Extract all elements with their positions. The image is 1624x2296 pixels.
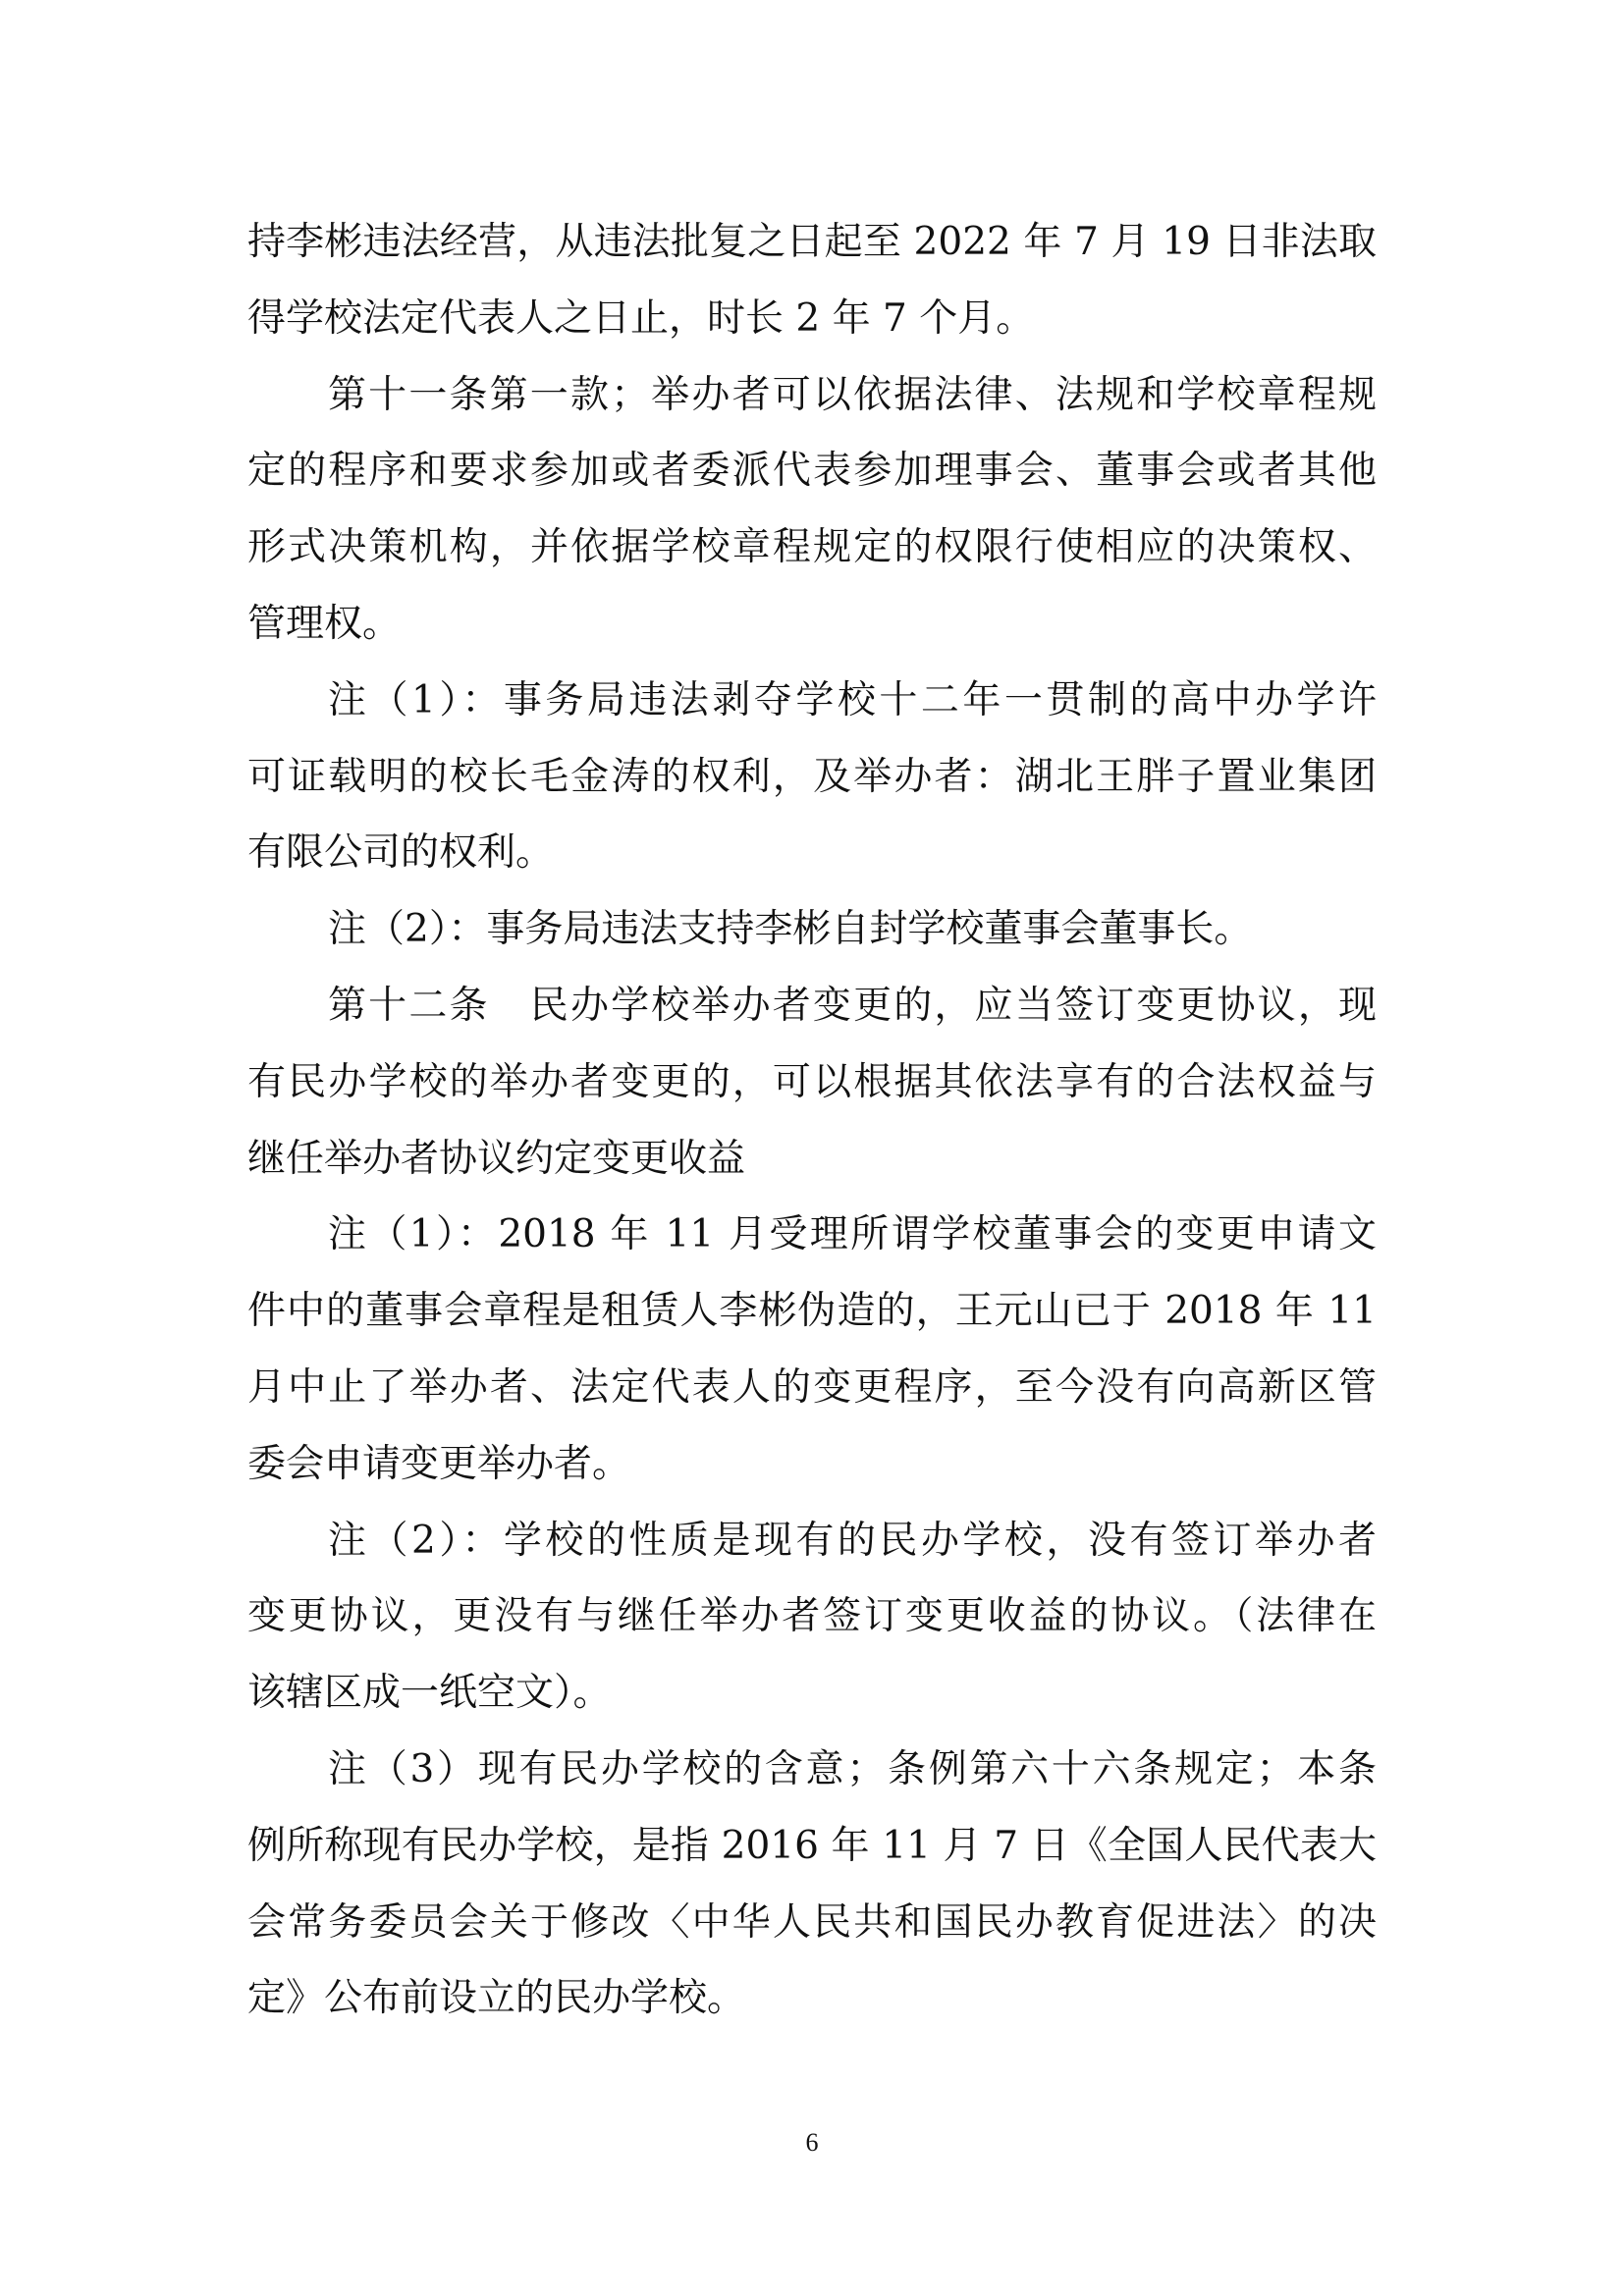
text-line: 注（2）：学校的性质是现有的民办学校，没有签订举办者 (328, 1518, 1377, 1563)
text-line: 定的程序和要求参加或者委派代表参加理事会、董事会或者其他 (247, 449, 1377, 494)
text-line: 可证载明的校长毛金涛的权利，及举办者：湖北王胖子置业集团 (247, 754, 1377, 799)
text-line: 委会申请变更举办者。 (247, 1441, 631, 1486)
text-line: 注（1）：2018 年 11 月受理所谓学校董事会的变更申请文 (328, 1212, 1377, 1257)
text-line: 注（1）：事务局违法剥夺学校十二年一贯制的高中办学许 (328, 677, 1377, 722)
text-line: 管理权。 (247, 601, 402, 646)
text-line: 会常务委员会关于修改〈中华人民共和国民办教育促进法〉的决 (247, 1899, 1377, 1945)
body-text (247, 214, 1377, 2047)
paragraph (247, 214, 1377, 367)
text-line: 有民办学校的举办者变更的，可以根据其依法享有的合法权益与 (247, 1059, 1377, 1104)
text-line: 注（2）：事务局违法支持李彬自封学校董事会董事长。 (328, 907, 1253, 952)
text-line: 例所称现有民办学校，是指 2016 年 11 月 7 日《全国人民代表大 (247, 1823, 1377, 1868)
text-line: 件中的董事会章程是租赁人李彬伪造的，王元山已于 2018 年 11 (247, 1289, 1377, 1334)
text-line: 变更协议，更没有与继任举办者签订变更收益的协议。（法律在 (247, 1594, 1377, 1639)
paragraph-article-12 (247, 978, 1377, 1206)
paragraph-note (247, 1206, 1377, 1512)
text-line: 第十一条第一款；举办者可以依据法律、法规和学校章程规 (328, 372, 1377, 417)
text-line: 得学校法定代表人之日止，时长 2 年 7 个月。 (247, 295, 1035, 341)
paragraph-note (247, 1513, 1377, 1741)
paragraph-note (247, 1741, 1377, 2047)
text-line: 继任举办者协议约定变更收益 (247, 1136, 746, 1181)
paragraph-article-11 (247, 367, 1377, 672)
text-line: 该辖区成一纸空文）。 (247, 1671, 612, 1716)
text-line: 月中止了举办者、法定代表人的变更程序，至今没有向高新区管 (247, 1364, 1377, 1410)
text-line: 有限公司的权利。 (247, 830, 555, 876)
text-line: 定》公布前设立的民办学校。 (247, 1976, 746, 2021)
paragraph-note (247, 901, 1377, 978)
page-number: 6 (805, 2128, 819, 2157)
text-line: 形式决策机构，并依据学校章程规定的权限行使相应的决策权、 (247, 525, 1377, 570)
text-line: 持李彬违法经营，从违法批复之日起至 2022 年 7 月 19 日非法取 (247, 220, 1377, 264)
text-line: 注（3）现有民办学校的含意；条例第六十六条规定；本条 (328, 1746, 1377, 1791)
paragraph-note (247, 672, 1377, 901)
text-line: 第十二条 民办学校举办者变更的，应当签订变更协议，现 (328, 983, 1377, 1028)
